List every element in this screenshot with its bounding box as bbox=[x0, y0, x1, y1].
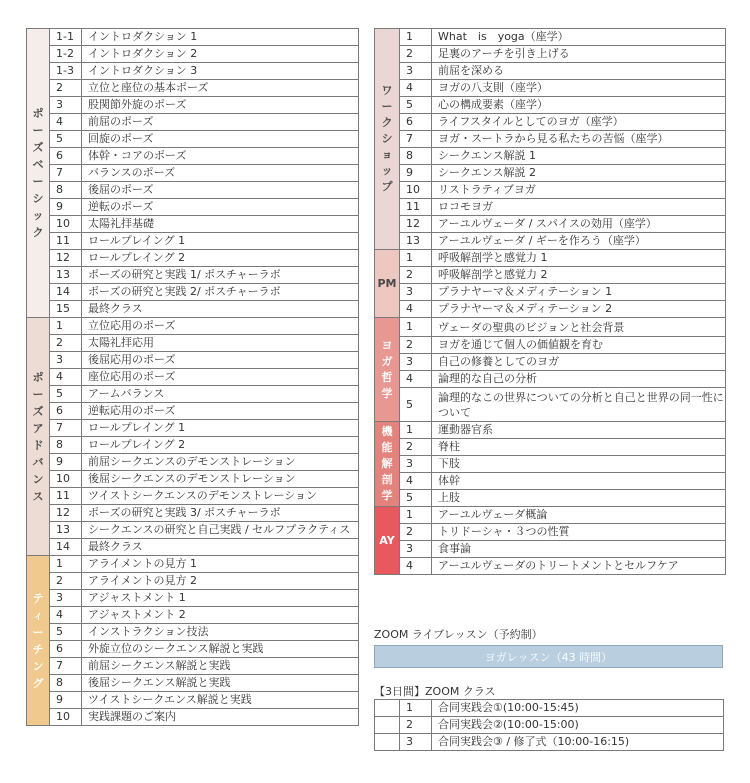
table-row bbox=[27, 454, 359, 471]
category-label: ワークショップ bbox=[381, 84, 393, 193]
row-title: アーユルヴェーダ概論 bbox=[432, 507, 726, 524]
table-row bbox=[375, 524, 726, 541]
row-title: 後屈応用のポーズ bbox=[82, 352, 359, 369]
category-pm bbox=[375, 250, 400, 318]
zoom-live-heading: ZOOM ライブレッスン（予約制） bbox=[374, 628, 543, 641]
row-number: 2 bbox=[50, 335, 82, 352]
row-title: 脊柱 bbox=[432, 439, 726, 456]
table-row bbox=[375, 29, 726, 46]
row-title: 股関節外旋のポーズ bbox=[82, 97, 359, 114]
table-row bbox=[27, 216, 359, 233]
row-number: 1 bbox=[400, 29, 432, 46]
table-row bbox=[375, 46, 726, 63]
category-label: AY bbox=[379, 533, 395, 547]
row-number: 4 bbox=[400, 301, 432, 318]
row-title: 太陽礼拝基礎 bbox=[82, 216, 359, 233]
row-title: アライメントの見方 2 bbox=[82, 573, 359, 590]
row-number: 3 bbox=[400, 284, 432, 301]
right-curriculum-table bbox=[374, 28, 726, 575]
row-number: 2 bbox=[400, 717, 432, 734]
table-row bbox=[27, 97, 359, 114]
table-row bbox=[375, 558, 726, 575]
table-row bbox=[27, 488, 359, 505]
table-row bbox=[375, 490, 726, 507]
row-title: プラナヤーマ＆メディテーション 2 bbox=[432, 301, 726, 318]
category-label: PM bbox=[377, 276, 397, 290]
row-number: 4 bbox=[400, 473, 432, 490]
row-number: 13 bbox=[400, 233, 432, 250]
row-title: シークエンスの研究と自己実践 / セルフプラクティス bbox=[82, 522, 359, 539]
row-title: アジャストメント 2 bbox=[82, 607, 359, 624]
category-pose-basic bbox=[27, 29, 50, 318]
row-title: バランスのポーズ bbox=[82, 165, 359, 182]
row-title: 後屈のポーズ bbox=[82, 182, 359, 199]
row-title: ロールプレイング 1 bbox=[82, 233, 359, 250]
row-number: 1-2 bbox=[50, 46, 82, 63]
row-number: 11 bbox=[50, 488, 82, 505]
table-row bbox=[375, 284, 726, 301]
table-row bbox=[27, 403, 359, 420]
table-row bbox=[375, 216, 726, 233]
row-number: 7 bbox=[50, 658, 82, 675]
table-row bbox=[375, 371, 726, 388]
row-title: ヨガを通じて個人の価値観を育む bbox=[432, 337, 726, 354]
row-title: 体幹・コアのポーズ bbox=[82, 148, 359, 165]
table-row bbox=[27, 607, 359, 624]
table-row bbox=[27, 420, 359, 437]
row-number: 10 bbox=[50, 216, 82, 233]
table-row bbox=[27, 182, 359, 199]
table-row bbox=[375, 63, 726, 80]
table-row bbox=[27, 29, 359, 46]
row-title: 後屈シークエンスのデモンストレーション bbox=[82, 471, 359, 488]
row-title: 合同実践会①(10:00-15:45) bbox=[432, 700, 724, 717]
row-title: アジャストメント 1 bbox=[82, 590, 359, 607]
row-number: 3 bbox=[400, 456, 432, 473]
category-yoga-philosophy bbox=[375, 318, 400, 422]
row-number: 2 bbox=[400, 46, 432, 63]
row-title: 体幹 bbox=[432, 473, 726, 490]
row-number: 11 bbox=[400, 199, 432, 216]
row-title: 合同実践会③ / 修了式（10:00-16:15) bbox=[432, 734, 724, 751]
row-title: 論理的なこの世界についての分析と自己と世界の同一性について bbox=[432, 388, 726, 422]
row-title: 外旋立位のシークエンス解説と実践 bbox=[82, 641, 359, 658]
table-row bbox=[375, 388, 726, 422]
category-teaching bbox=[27, 556, 50, 726]
row-title: アーユルヴェーダのトリートメントとセルフケア bbox=[432, 558, 726, 575]
row-title: 下肢 bbox=[432, 456, 726, 473]
row-title: 合同実践会②(10:00-15:00) bbox=[432, 717, 724, 734]
row-number: 5 bbox=[50, 624, 82, 641]
row-title: 最終クラス bbox=[82, 539, 359, 556]
row-number: 6 bbox=[400, 114, 432, 131]
row-title: 運動器官系 bbox=[432, 422, 726, 439]
row-number: 10 bbox=[400, 182, 432, 199]
row-title: アームバランス bbox=[82, 386, 359, 403]
table-row bbox=[27, 590, 359, 607]
row-title: 前屈のポーズ bbox=[82, 114, 359, 131]
row-title: アーユルヴェーダ / スパイスの効用（座学） bbox=[432, 216, 726, 233]
category-ay bbox=[375, 507, 400, 575]
blank-cell bbox=[375, 700, 400, 717]
row-title: ヴェーダの聖典のビジョンと社会背景 bbox=[432, 318, 726, 337]
category-label: 機能解剖学 bbox=[381, 425, 393, 502]
row-title: アライメントの見方 1 bbox=[82, 556, 359, 573]
row-title: 後屈シークエンス解説と実践 bbox=[82, 675, 359, 692]
row-title: 太陽礼拝応用 bbox=[82, 335, 359, 352]
category-workshop bbox=[375, 29, 400, 250]
category-anatomy bbox=[375, 422, 400, 507]
row-title: ポーズの研究と実践 1/ ポスチャーラボ bbox=[82, 267, 359, 284]
table-row bbox=[375, 267, 726, 284]
row-title: 呼吸解剖学と感覚力 2 bbox=[432, 267, 726, 284]
zoom-class-table bbox=[374, 699, 724, 751]
row-title: 逆転のポーズ bbox=[82, 199, 359, 216]
row-title: 最終クラス bbox=[82, 301, 359, 318]
row-number: 3 bbox=[50, 352, 82, 369]
row-number: 8 bbox=[400, 148, 432, 165]
row-number: 6 bbox=[50, 641, 82, 658]
table-row bbox=[27, 284, 359, 301]
row-number: 10 bbox=[50, 709, 82, 726]
row-number: 1 bbox=[400, 507, 432, 524]
table-row bbox=[27, 573, 359, 590]
row-title: イントロダクション 2 bbox=[82, 46, 359, 63]
table-row bbox=[375, 182, 726, 199]
table-row bbox=[27, 63, 359, 80]
table-row bbox=[375, 473, 726, 490]
blank-cell bbox=[375, 734, 400, 751]
row-number: 9 bbox=[50, 692, 82, 709]
row-number: 1 bbox=[400, 700, 432, 717]
row-number: 3 bbox=[400, 63, 432, 80]
table-row bbox=[375, 131, 726, 148]
table-row bbox=[375, 337, 726, 354]
table-row bbox=[27, 624, 359, 641]
row-number: 4 bbox=[400, 558, 432, 575]
table-row bbox=[375, 148, 726, 165]
row-number: 12 bbox=[50, 250, 82, 267]
row-title: 立位と座位の基本ポーズ bbox=[82, 80, 359, 97]
table-row bbox=[27, 437, 359, 454]
row-number: 7 bbox=[50, 165, 82, 182]
row-number: 4 bbox=[50, 114, 82, 131]
table-row bbox=[375, 233, 726, 250]
row-number: 13 bbox=[50, 522, 82, 539]
row-title: トリドーシャ・３つの性質 bbox=[432, 524, 726, 541]
row-title: シークエンス解説 1 bbox=[432, 148, 726, 165]
row-number: 5 bbox=[50, 386, 82, 403]
row-number: 15 bbox=[50, 301, 82, 318]
table-row bbox=[375, 318, 726, 337]
row-title: 呼吸解剖学と感覚力 1 bbox=[432, 250, 726, 267]
row-number: 7 bbox=[400, 131, 432, 148]
row-number: 5 bbox=[400, 388, 432, 422]
row-number: 9 bbox=[50, 199, 82, 216]
row-title: 立位応用のポーズ bbox=[82, 318, 359, 335]
row-number: 1 bbox=[400, 318, 432, 337]
row-number: 1-1 bbox=[50, 29, 82, 46]
table-row bbox=[27, 539, 359, 556]
row-number: 3 bbox=[400, 354, 432, 371]
row-number: 14 bbox=[50, 284, 82, 301]
row-title: イントロダクション 1 bbox=[82, 29, 359, 46]
row-title: シークエンス解説 2 bbox=[432, 165, 726, 182]
row-number: 4 bbox=[50, 369, 82, 386]
row-title: 論理的な自己の分析 bbox=[432, 371, 726, 388]
row-number: 2 bbox=[400, 267, 432, 284]
row-number: 5 bbox=[400, 490, 432, 507]
row-number: 9 bbox=[50, 454, 82, 471]
row-title: アーユルヴェーダ / ギーを作ろう（座学） bbox=[432, 233, 726, 250]
row-number: 2 bbox=[50, 80, 82, 97]
row-number: 3 bbox=[400, 541, 432, 558]
row-number: 5 bbox=[50, 131, 82, 148]
category-label: ポーズアドバンス bbox=[32, 370, 44, 503]
row-number: 1 bbox=[400, 250, 432, 267]
row-title: インストラクション技法 bbox=[82, 624, 359, 641]
row-number: 2 bbox=[50, 573, 82, 590]
row-number: 8 bbox=[50, 182, 82, 199]
row-number: 11 bbox=[50, 233, 82, 250]
row-number: 1-3 bbox=[50, 63, 82, 80]
table-row bbox=[375, 541, 726, 558]
row-number: 8 bbox=[50, 437, 82, 454]
row-title: 自己の修養としてのヨガ bbox=[432, 354, 726, 371]
table-row bbox=[27, 352, 359, 369]
row-number: 9 bbox=[400, 165, 432, 182]
row-title: 座位応用のポーズ bbox=[82, 369, 359, 386]
table-row bbox=[375, 114, 726, 131]
table-row bbox=[27, 318, 359, 335]
row-title: 回旋のポーズ bbox=[82, 131, 359, 148]
row-number: 8 bbox=[50, 675, 82, 692]
table-row bbox=[27, 386, 359, 403]
table-row bbox=[375, 717, 724, 734]
row-number: 6 bbox=[50, 403, 82, 420]
zoom-class-heading: 【3日間】ZOOM クラス bbox=[374, 685, 496, 698]
table-row bbox=[27, 301, 359, 318]
row-number: 1 bbox=[50, 318, 82, 335]
row-title: ロールプレイング 1 bbox=[82, 420, 359, 437]
row-title: ポーズの研究と実践 3/ ポスチャーラボ bbox=[82, 505, 359, 522]
table-row bbox=[375, 165, 726, 182]
category-pose-advance bbox=[27, 318, 50, 556]
table-row bbox=[27, 675, 359, 692]
table-row bbox=[27, 46, 359, 63]
table-row bbox=[375, 439, 726, 456]
row-title: 前屈を深める bbox=[432, 63, 726, 80]
table-row bbox=[27, 233, 359, 250]
table-row bbox=[27, 165, 359, 182]
table-row bbox=[375, 700, 724, 717]
row-number: 14 bbox=[50, 539, 82, 556]
row-title: 足裏のアーチを引き上げる bbox=[432, 46, 726, 63]
row-number: 1 bbox=[400, 422, 432, 439]
row-title: 実践課題のご案内 bbox=[82, 709, 359, 726]
table-row bbox=[27, 556, 359, 573]
table-row bbox=[27, 131, 359, 148]
row-title: 心の構成要素（座学） bbox=[432, 97, 726, 114]
table-row bbox=[375, 734, 724, 751]
table-row bbox=[375, 422, 726, 439]
table-row bbox=[27, 522, 359, 539]
table-row bbox=[27, 505, 359, 522]
table-row bbox=[27, 267, 359, 284]
category-label: ヨガ哲学 bbox=[381, 338, 393, 400]
row-title: 逆転応用のポーズ bbox=[82, 403, 359, 420]
table-row bbox=[27, 641, 359, 658]
row-title: ロコモヨガ bbox=[432, 199, 726, 216]
row-title: What is yoga（座学） bbox=[432, 29, 726, 46]
row-title: ライフスタイルとしてのヨガ（座学） bbox=[432, 114, 726, 131]
table-row bbox=[375, 80, 726, 97]
row-number: 13 bbox=[50, 267, 82, 284]
row-number: 12 bbox=[400, 216, 432, 233]
table-row bbox=[27, 199, 359, 216]
row-number: 5 bbox=[400, 97, 432, 114]
row-title: リストラティブヨガ bbox=[432, 182, 726, 199]
row-number: 1 bbox=[50, 556, 82, 573]
row-number: 2 bbox=[400, 524, 432, 541]
table-row bbox=[375, 250, 726, 267]
row-title: ヨガの八支則（座学） bbox=[432, 80, 726, 97]
row-number: 2 bbox=[400, 439, 432, 456]
table-row bbox=[375, 507, 726, 524]
row-number: 4 bbox=[400, 80, 432, 97]
row-title: ロールプレイング 2 bbox=[82, 250, 359, 267]
row-title: ツイストシークエンス解説と実践 bbox=[82, 692, 359, 709]
table-row bbox=[27, 148, 359, 165]
table-row bbox=[375, 456, 726, 473]
row-number: 12 bbox=[50, 505, 82, 522]
row-title: 食事論 bbox=[432, 541, 726, 558]
left-curriculum-table bbox=[26, 28, 359, 726]
category-label: ティーチング bbox=[32, 591, 44, 690]
row-title: ヨガ・スートラから見る私たちの苦悩（座学） bbox=[432, 131, 726, 148]
row-number: 3 bbox=[50, 590, 82, 607]
row-title: イントロダクション 3 bbox=[82, 63, 359, 80]
row-number: 3 bbox=[400, 734, 432, 751]
yoga-lesson-bar: ヨガレッスン（43 時間） bbox=[374, 645, 723, 668]
table-row bbox=[27, 471, 359, 488]
row-title: 前屈シークエンスのデモンストレーション bbox=[82, 454, 359, 471]
row-number: 6 bbox=[50, 148, 82, 165]
table-row bbox=[27, 114, 359, 131]
row-title: ロールプレイング 2 bbox=[82, 437, 359, 454]
row-title: 上肢 bbox=[432, 490, 726, 507]
table-row bbox=[27, 335, 359, 352]
table-row bbox=[375, 354, 726, 371]
category-label: ポーズベーシック bbox=[32, 107, 44, 239]
table-row bbox=[27, 709, 359, 726]
table-row bbox=[27, 369, 359, 386]
row-number: 10 bbox=[50, 471, 82, 488]
table-row bbox=[27, 250, 359, 267]
table-row bbox=[27, 658, 359, 675]
row-number: 2 bbox=[400, 337, 432, 354]
table-row bbox=[27, 692, 359, 709]
row-title: プラナヤーマ＆メディテーション 1 bbox=[432, 284, 726, 301]
row-title: 前屈シークエンス解説と実践 bbox=[82, 658, 359, 675]
row-number: 3 bbox=[50, 97, 82, 114]
table-row bbox=[375, 97, 726, 114]
table-row bbox=[375, 301, 726, 318]
row-number: 4 bbox=[50, 607, 82, 624]
table-row bbox=[27, 80, 359, 97]
row-number: 7 bbox=[50, 420, 82, 437]
row-title: ポーズの研究と実践 2/ ポスチャーラボ bbox=[82, 284, 359, 301]
row-title: ツイストシークエンスのデモンストレーション bbox=[82, 488, 359, 505]
row-number: 4 bbox=[400, 371, 432, 388]
table-row bbox=[375, 199, 726, 216]
blank-cell bbox=[375, 717, 400, 734]
